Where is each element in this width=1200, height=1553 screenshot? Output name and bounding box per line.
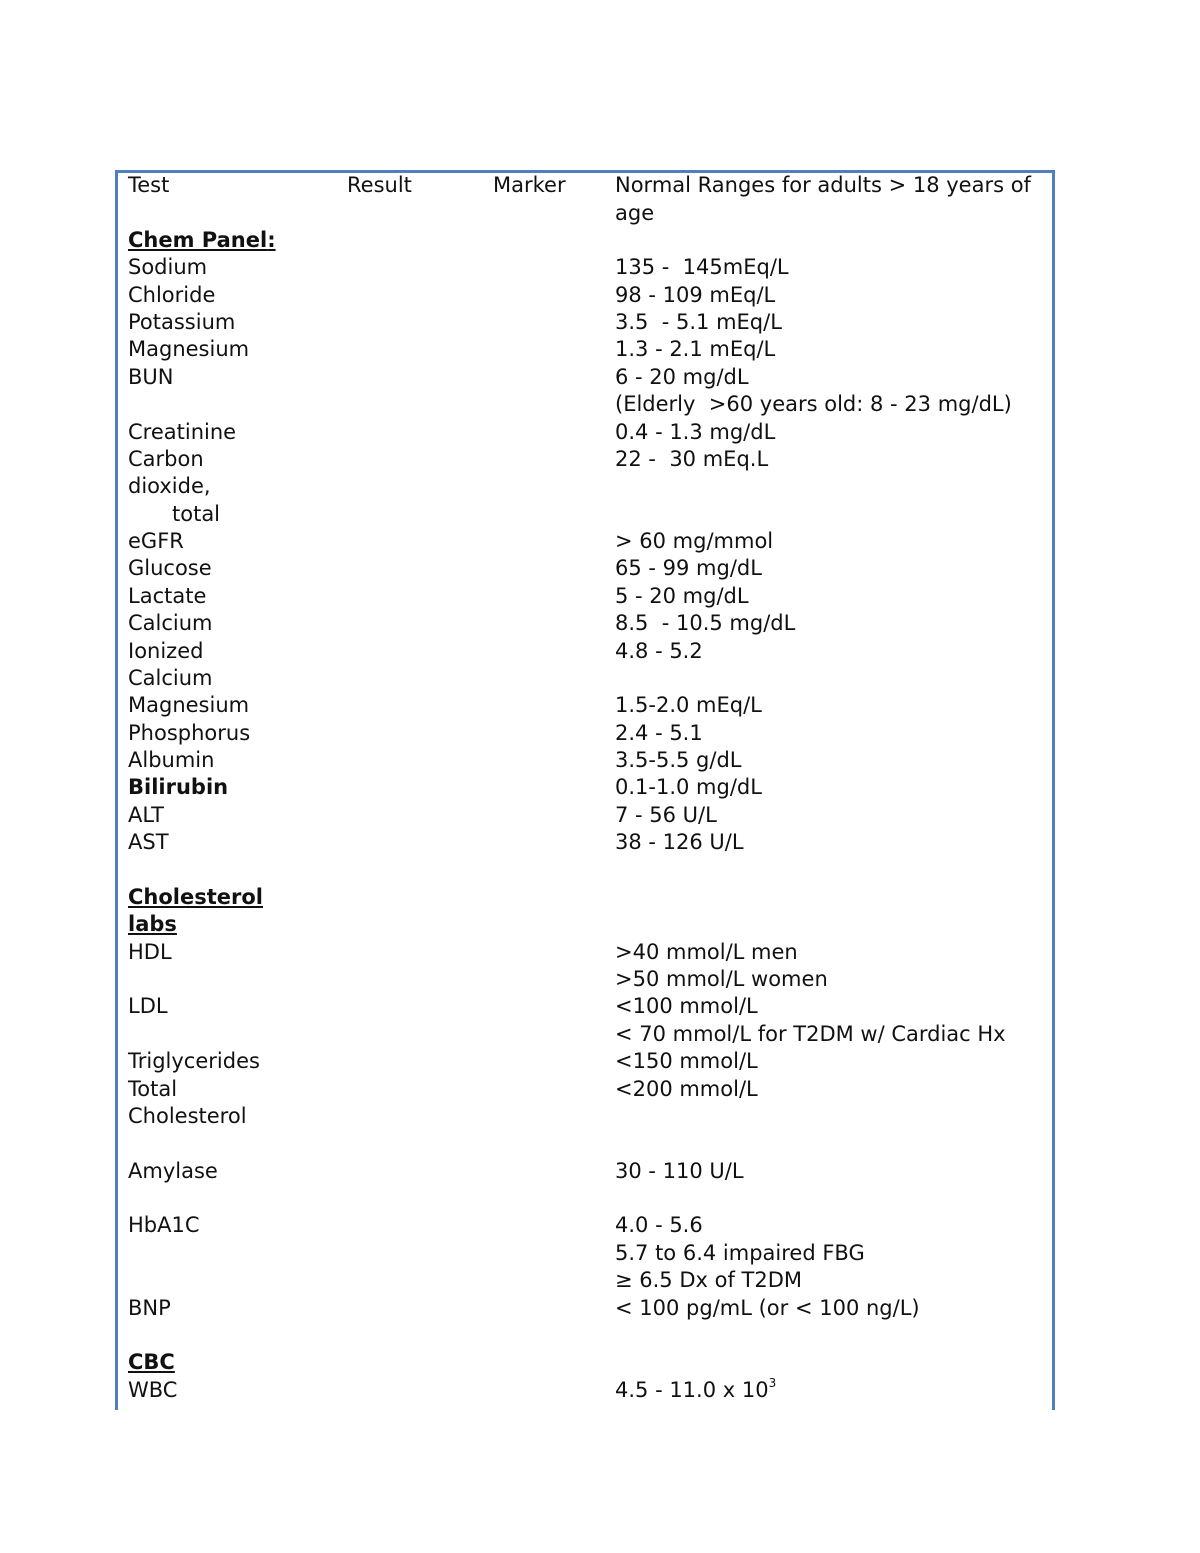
test-calcium: Calcium [128,611,213,635]
section-cholesterol-line2: labs [128,912,177,936]
header-range-line2: age [615,201,655,225]
test-egfr: eGFR [128,529,184,553]
range-ionized-calcium: 4.8 - 5.2 [615,639,703,663]
range-ast: 38 - 126 U/L [615,830,744,854]
range-creatinine: 0.4 - 1.3 mg/dL [615,420,776,444]
range-triglycerides: <150 mmol/L [615,1049,758,1073]
test-magnesium: Magnesium [128,337,250,361]
test-ionized-calcium-line1: Ionized [128,639,204,663]
range-hba1c-normal: 4.0 - 5.6 [615,1213,703,1237]
range-alt: 7 - 56 U/L [615,803,717,827]
test-magnesium-2: Magnesium [128,693,250,717]
section-cholesterol-line1: Cholesterol [128,885,263,909]
section-chem-panel: Chem Panel: [128,228,276,252]
range-lactate: 5 - 20 mg/dL [615,584,749,608]
range-hba1c-impaired: 5.7 to 6.4 impaired FBG [615,1241,865,1265]
test-albumin: Albumin [128,748,215,772]
range-bnp: < 100 pg/mL (or < 100 ng/L) [615,1296,920,1320]
range-total-cholesterol: <200 mmol/L [615,1077,758,1101]
range-amylase: 30 - 110 U/L [615,1159,744,1183]
header-test: Test [128,173,170,197]
range-wbc-value: 4.5 - 11.0 x 10 [615,1378,769,1402]
range-magnesium: 1.3 - 2.1 mEq/L [615,337,776,361]
range-chloride: 98 - 109 mEq/L [615,283,776,307]
test-sodium: Sodium [128,255,208,279]
range-hdl-men: >40 mmol/L men [615,940,798,964]
range-ldl: <100 mmol/L [615,994,758,1018]
range-sodium: 135 - 145mEq/L [615,255,789,279]
test-bun: BUN [128,365,174,389]
test-hdl: HDL [128,940,172,964]
test-potassium: Potassium [128,310,236,334]
test-ldl: LDL [128,994,168,1018]
range-bun-note: (Elderly >60 years old: 8 - 23 mg/dL) [615,392,1012,416]
range-magnesium-2: 1.5-2.0 mEq/L [615,693,762,717]
section-cbc: CBC [128,1350,175,1374]
range-albumin: 3.5-5.5 g/dL [615,748,742,772]
range-hba1c-diagnosis: ≥ 6.5 Dx of T2DM [615,1268,803,1292]
range-wbc-exponent: 3 [768,1376,777,1390]
test-carbon-dioxide-line3: total [172,502,221,526]
test-amylase: Amylase [128,1159,218,1183]
range-bun: 6 - 20 mg/dL [615,365,749,389]
test-hba1c: HbA1C [128,1213,200,1237]
test-creatinine: Creatinine [128,420,237,444]
test-lactate: Lactate [128,584,207,608]
test-total-cholesterol-line1: Total [128,1077,178,1101]
range-phosphorus: 2.4 - 5.1 [615,721,703,745]
range-bilirubin: 0.1-1.0 mg/dL [615,775,762,799]
test-ast: AST [128,830,169,854]
test-total-cholesterol-line2: Cholesterol [128,1104,247,1128]
range-calcium: 8.5 - 10.5 mg/dL [615,611,796,635]
range-hdl-women: >50 mmol/L women [615,967,828,991]
range-wbc [615,1377,776,1404]
test-carbon-dioxide-line2: dioxide, [128,474,211,498]
header-range-line1: Normal Ranges for adults > 18 years of [615,173,1031,197]
range-carbon-dioxide: 22 - 30 mEq.L [615,447,769,471]
range-egfr: > 60 mg/mmol [615,529,774,553]
header-result: Result [347,173,412,197]
test-wbc: WBC [128,1378,178,1402]
test-triglycerides: Triglycerides [128,1049,260,1073]
test-bnp: BNP [128,1296,171,1320]
test-alt: ALT [128,803,165,827]
range-potassium: 3.5 - 5.1 mEq/L [615,310,782,334]
test-bilirubin: Bilirubin [128,775,229,799]
range-ldl-cardiac: < 70 mmol/L for T2DM w/ Cardiac Hx [615,1022,1006,1046]
test-glucose: Glucose [128,556,212,580]
test-chloride: Chloride [128,283,216,307]
test-carbon-dioxide-line1: Carbon [128,447,204,471]
test-phosphorus: Phosphorus [128,721,251,745]
header-marker: Marker [493,173,566,197]
test-ionized-calcium-line2: Calcium [128,666,213,690]
range-glucose: 65 - 99 mg/dL [615,556,762,580]
